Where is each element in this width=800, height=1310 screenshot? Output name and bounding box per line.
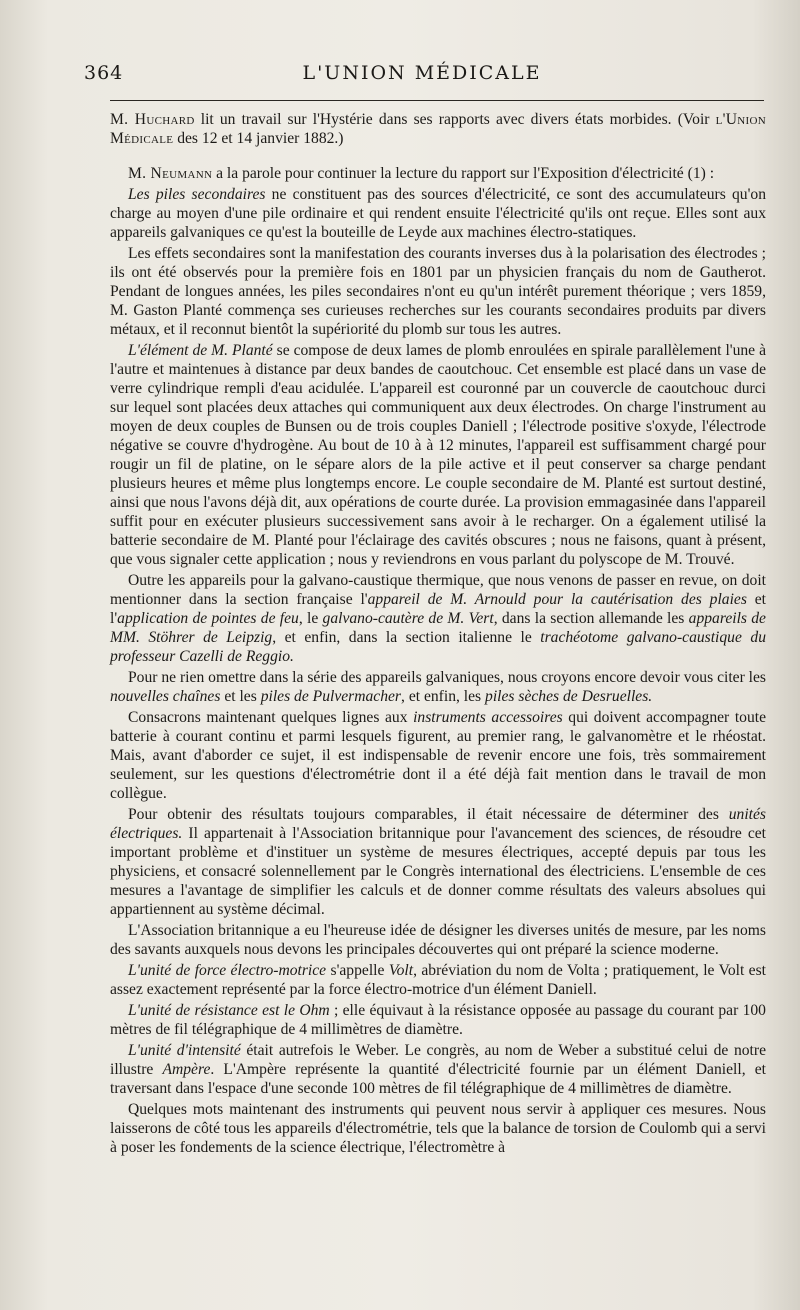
text-run: ; elle équivaut à la résistance opposée au passage du courant par 100 mètres de fil télégraphique de 4 millimètres de diamètre.	[110, 1002, 766, 1038]
text-run: a la parole pour continuer la lecture du rapport sur l'Exposition d'électricité (1) :	[212, 165, 715, 182]
text-run: se compose de deux lames de plomb enroulées en spirale parallèlement l'une à l'autre et maintenues à distance par deux bandes de caoutchouc. Cet ensemble est placé dans un vase de verre cylindrique rempli d'eau acidulée. L'appareil est couronné par un couvercle de caoutchouc durci sur lequel sont placées deux attaches qui communiquent aux deux électrodes. On charge l'instrument au moyen de deux couples de Bunsen ou de trois couples Daniell ; l'électrode positive s'oxyde, l'électrode négative se couvre d'hydrogène. Au bout de 10 à à 12 minutes, l'appareil est suffisamment chargé pour rougir un fil de platine, on le sépare alors de la pile active et il peut conserver sa charge pendant plusieurs heures et même plus longtemps encore. Le couple secondaire de M. Planté est surtout destiné, ainsi que nous l'avons déjà dit, aux opérations de courte durée. La provision emmagasinée dans l'appareil suffit pour en exécuter plusieurs successivement sans avoir à le recharger. On a également utilisé la batterie secondaire de M. Planté pour l'éclairage des cavités obscures ; nous ne faisons, quant à présent, que vous signaler cette application ; nous y reviendrons en vous parlant du polyscope de M. Trouvé.	[110, 342, 766, 568]
text-run: , le	[298, 610, 323, 627]
text-run: Les effets secondaires sont la manifestation des courants inverses dus à la polarisation des électrodes ; ils ont été observés pour la première fois en 1801 par un physicien français du nom de Gautherot. Pendant de longues années, les piles secondaires n'ont eu qu'un intérêt purement théorique ; vers 1859, M. Gaston Planté commença ses curieuses recherches sur les courants secondaires produits par divers métaux, et il reconnut bientôt la supériorité du plomb sur tous les autres.	[110, 245, 766, 338]
text-run: et l'	[110, 591, 766, 627]
text-run: Outre les appareils pour la galvano-caustique thermique, que nous venons de passer en revue, on doit mentionner dans la section française l'	[110, 572, 766, 608]
italic-text: galvano-cautère de M. Vert	[322, 610, 494, 627]
italic-text: L'élément de M. Planté	[128, 342, 273, 359]
text-run: ne constituent pas des sources d'électricité, ce sont des accumulateurs qu'on charge au moyen d'une pile ordinaire et qui rendent ensuite l'électricité qu'ils ont reçue. Elles sont aux appareils galvaniques ce qu'est la bouteille de Leyde aux machines électro-statiques.	[110, 186, 766, 241]
text-run: , et enfin, dans la section italienne le	[272, 629, 541, 646]
paragraph-piles-secondaires	[110, 185, 766, 242]
italic-text: L'unité de résistance est le Ohm	[128, 1002, 330, 1019]
paragraph-unites-electriques	[110, 805, 766, 919]
paragraph-consacrons	[110, 708, 766, 803]
small-caps-text: l'Union Médicale	[110, 111, 766, 147]
text-run: des 12 et 14 janvier 1882.)	[173, 130, 344, 147]
text-run: Il appartenait à l'Association britannique pour l'avancement des sciences, de résoudre cet important problème et d'instituer un système de mesures électriques, accepté depuis par tous les physiciens, et consacré solennellement par le Congrès international des électriciens. L'ensemble de ces mesures a l'avantage de simplifier les calculs et de donner comme résultats des valeurs absolues qui appartiennent au système décimal.	[110, 825, 766, 918]
paragraph-intensite	[110, 1041, 766, 1098]
text-run: Consacrons maintenant quelques lignes aux	[128, 709, 414, 726]
italic-text: piles sèches de Desruelles.	[485, 688, 653, 705]
paragraph-ne-rien-omettre	[110, 668, 766, 706]
italic-text: Les piles secondaires	[128, 186, 266, 203]
text-run: , dans la section allemande les	[493, 610, 689, 627]
italic-text: appareils de MM. Stöhrer de Leipzig	[110, 610, 766, 646]
italic-text: piles de Pulvermacher	[260, 688, 402, 705]
italic-text: trachéotome galvano-caustique du professeur Cazelli de Reggio.	[110, 629, 766, 665]
paragraph-effets-secondaires	[110, 244, 766, 339]
italic-text: appareil de M. Arnould pour la cautérisation des plaies	[367, 591, 747, 608]
italic-text: nouvelles chaînes	[110, 688, 221, 705]
italic-text: application de pointes de feu	[117, 610, 299, 627]
paragraph-quelques-mots	[110, 1100, 766, 1157]
small-caps-text: M. Neumann	[128, 165, 213, 182]
text-run: qui doivent accompagner toute batterie à courant continu et parmi lesquels figurent, au premier rang, le galvanomètre et le rhéostat. Mais, avant d'aborder ce sujet, il est indispensable de revenir encore une fois, très sommairement seulement, sur les questions d'électrométrie dont il a été déjà fait mention dans le travail de mon collègue.	[110, 709, 766, 802]
page-number: 364	[84, 62, 124, 84]
text-run: s'appelle	[326, 962, 389, 979]
paragraph-volt	[110, 961, 766, 999]
italic-text: Volt	[388, 962, 414, 979]
paragraph-neumann-intro	[110, 164, 766, 183]
italic-text: unités électriques.	[110, 806, 766, 842]
paragraph-huchard	[110, 110, 766, 148]
running-title: L'UNION MÉDICALE	[302, 62, 542, 84]
header-rule	[110, 100, 764, 101]
page-header	[84, 62, 760, 92]
small-caps-text: M. Huchard	[110, 111, 195, 128]
italic-text: L'unité de force électro-motrice	[128, 962, 327, 979]
text-run: était autrefois le Weber. Le congrès, au nom de Weber a substitué celui de notre illustre	[110, 1042, 766, 1078]
paragraph-galvano-caustique	[110, 571, 766, 666]
text-run: L'Association britannique a eu l'heureuse idée de désigner les diverses unités de mesure, par les noms des savants auxquels nous devons les principales découvertes qui ont préparé la science moderne.	[110, 922, 766, 958]
text-run: Pour obtenir des résultats toujours comparables, il était nécessaire de déterminer des	[128, 806, 729, 823]
italic-text: Ampère	[162, 1061, 211, 1078]
body-text	[110, 110, 766, 1157]
text-run: , abréviation du nom de Volta ; pratiquement, le Volt est assez exactement représenté par la force électro-motrice d'un élément Daniell.	[110, 962, 766, 998]
paragraph-ohm	[110, 1001, 766, 1039]
text-run: Pour ne rien omettre dans la série des appareils galvaniques, nous croyons encore devoir vous citer les	[128, 669, 766, 686]
italic-text: instruments accessoires	[413, 709, 563, 726]
text-run: . L'Ampère représente la quantité d'électricité fournie par un élément Daniell, et traversant dans l'espace d'une seconde 100 mètres de fil télégraphique de 4 millimètres de diamètre.	[110, 1061, 766, 1097]
paragraph-element-plante	[110, 341, 766, 569]
text-run: lit un travail sur l'Hystérie dans ses rapports avec divers états morbides. (Voir	[194, 111, 716, 128]
text-run: Quelques mots maintenant des instruments qui peuvent nous servir à appliquer ces mesures. Nous laisserons de côté tous les appareils d'électrométrie, tels que la balance de torsion de Coulomb qui a servi à poser les fondements de la science électrique, l'électromètre à	[110, 1101, 766, 1156]
text-run: , et enfin, les	[401, 688, 486, 705]
italic-text: L'unité d'intensité	[128, 1042, 241, 1059]
text-run: et les	[220, 688, 261, 705]
paragraph-association-britannique	[110, 921, 766, 959]
